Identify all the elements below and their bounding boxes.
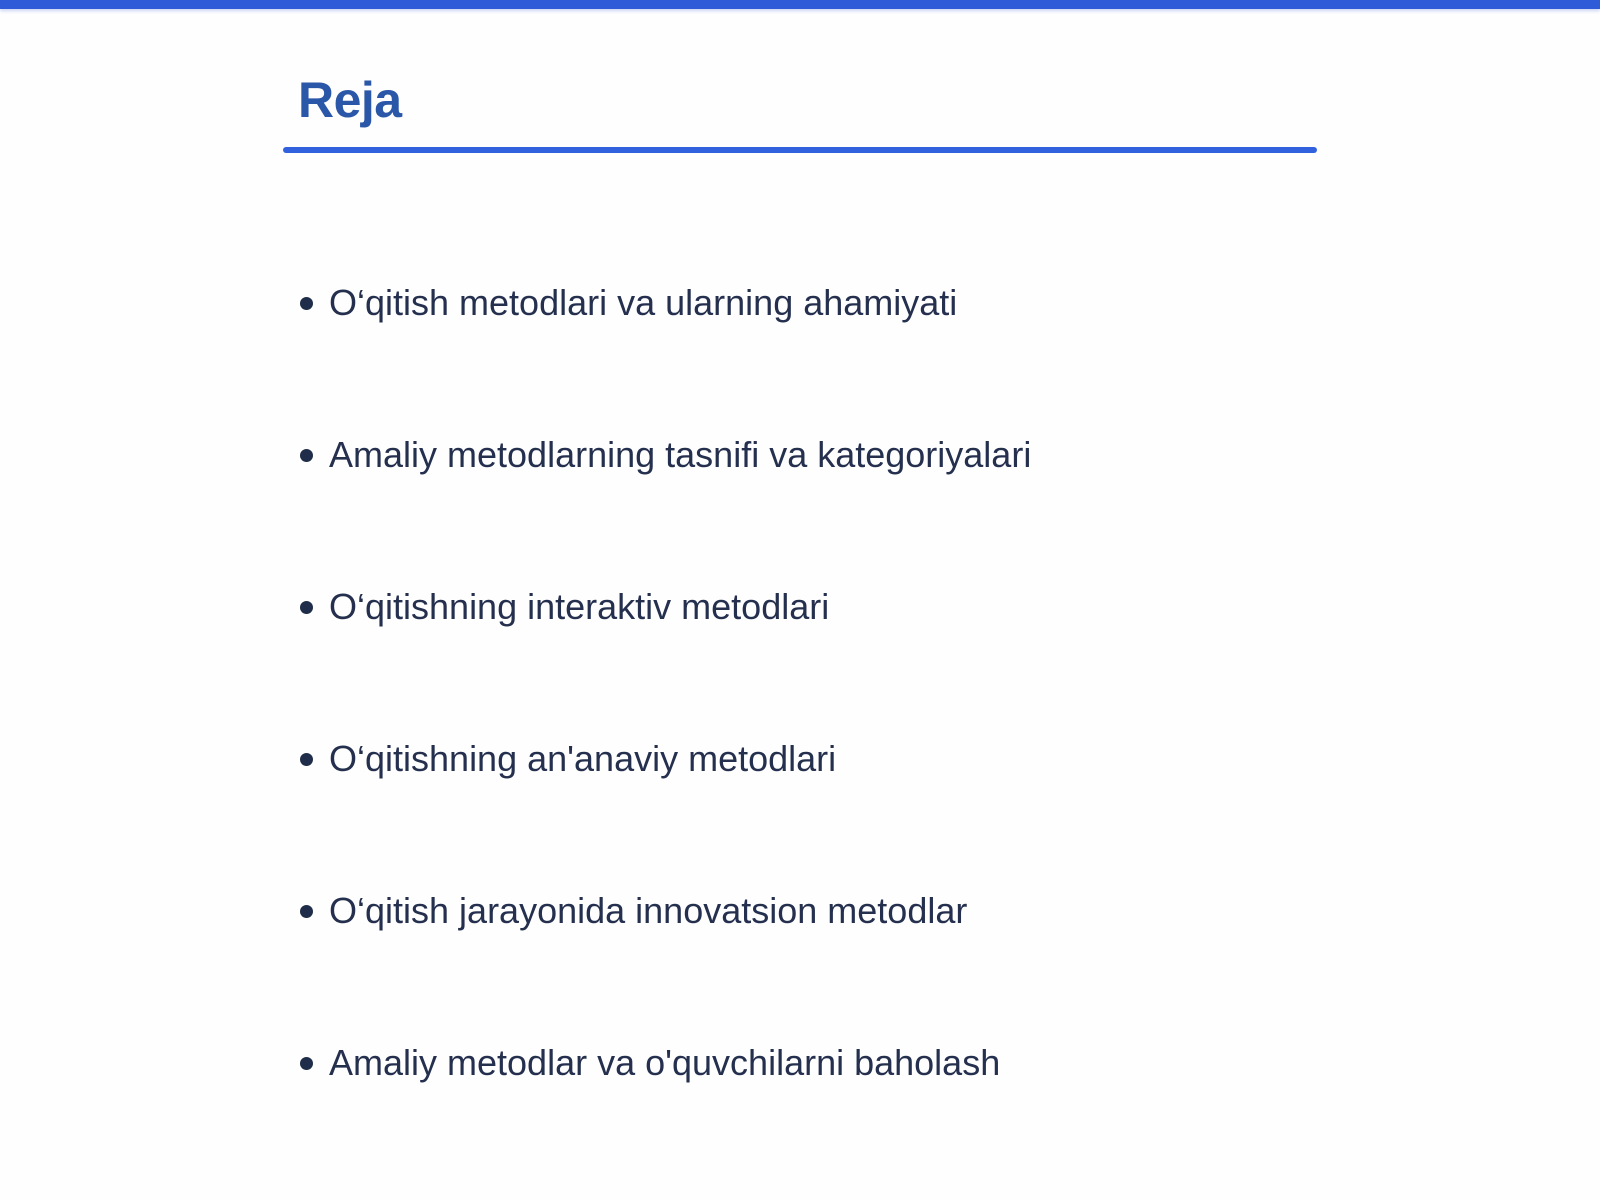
- list-item: [300, 273, 1031, 333]
- list-item: [300, 1033, 1031, 1093]
- slide-title: Reja: [298, 72, 402, 128]
- bullet-text: O‘qitish jarayonida innovatsion metodlar: [329, 890, 968, 931]
- bullet-text: Amaliy metodlar va o'quvchilarni baholash: [329, 1042, 1001, 1083]
- list-item: [300, 729, 1031, 789]
- list-item: [300, 881, 1031, 941]
- bullet-icon: [300, 449, 313, 462]
- title-underline: [283, 147, 1317, 153]
- list-item: [300, 425, 1031, 485]
- list-item: [300, 577, 1031, 637]
- bullet-icon: [300, 753, 313, 766]
- bullet-icon: [300, 297, 313, 310]
- bullet-text: O‘qitishning an'anaviy metodlari: [329, 738, 837, 779]
- bullet-icon: [300, 1057, 313, 1070]
- bullet-text: O‘qitish metodlari va ularning ahamiyati: [329, 282, 958, 323]
- bullet-text: Amaliy metodlarning tasnifi va kategoriyalari: [329, 434, 1032, 475]
- bullet-text: O‘qitishning interaktiv metodlari: [329, 586, 830, 627]
- bullet-icon: [300, 601, 313, 614]
- bullet-list: [300, 273, 1031, 1185]
- bullet-icon: [300, 905, 313, 918]
